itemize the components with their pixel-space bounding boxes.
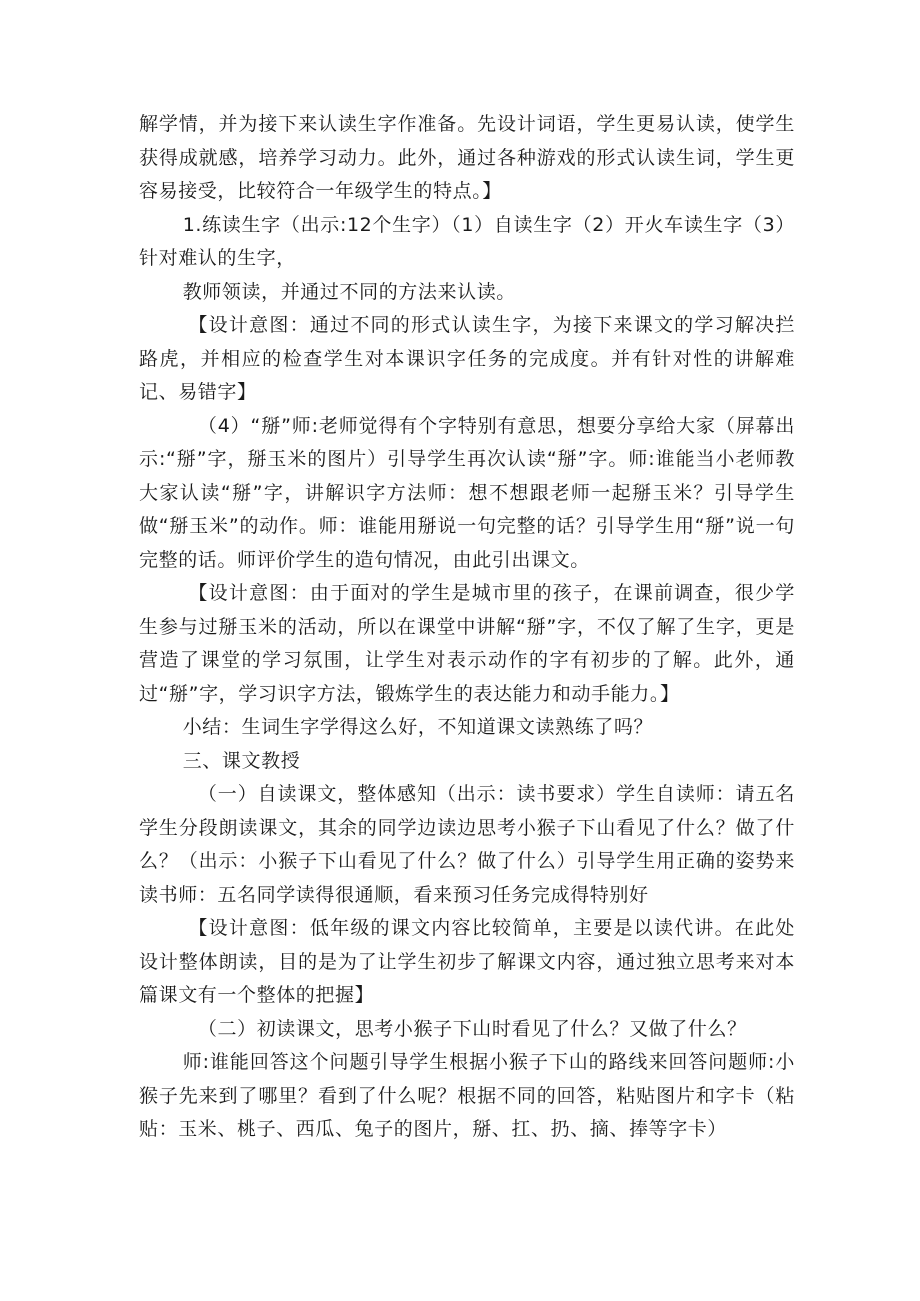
document-body xyxy=(139,108,795,1147)
paragraph-self-reading: （一）自读课文，整体感知（出示：读书要求）学生自读师：请五名学生分段朗读课文，其余的同学边读边思考小猴子下山看见了什么？做了什么？（出示：小猴子下山看见了什么？做了什么）引导学生用正确的姿势来读书师：五名同学读得很通顺，看来预习任务完成得特别好 xyxy=(139,783,795,906)
paragraph-design-intent-1: 【设计意图：通过不同的形式认读生字，为接下来课文的学习解决拦路虎，并相应的检查学生对本课识字任务的完成度。并有针对性的讲解难记、易错字】 xyxy=(139,314,795,403)
paragraph-teacher-lead: 教师领读，并通过不同的方法来认读。 xyxy=(182,280,516,303)
paragraph-design-intent-3: 【设计意图：低年级的课文内容比较简单，主要是以读代讲。在此处设计整体朗读，目的是为了让学生初步了解课文内容，通过独立思考来对本篇课文有一个整体的把握】 xyxy=(139,917,795,1006)
paragraph-design-intent-continued: 解学情，并为接下来认读生字作准备。先设计词语，学生更易认读，使学生获得成就感，培养学习动力。此外，通过各种游戏的形式认读生词，学生更容易接受，比较符合一年级学生的特点。】 xyxy=(139,113,795,202)
paragraph-teacher-question: 师:谁能回答这个问题引导学生根据小猴子下山的路线来回答问题师:小猴子先来到了哪里？看到了什么呢？根据不同的回答，粘贴图片和字卡（粘贴：玉米、桃子、西瓜、兔子的图片，掰、扛、扔、摘、捧等字卡） xyxy=(139,1051,795,1140)
paragraph-practice-reading: 1.练读生字（出示:12个生字）（1）自读生字（2）开火车读生字（3）针对难认的生字， xyxy=(139,213,795,269)
paragraph-bai-character: （4）“掰”师:老师觉得有个字特别有意思，想要分享给大家（屏幕出示:“掰”字，掰玉米的图片）引导学生再次认读“掰”字。师:谁能当小老师教大家认读“掰”字，讲解识字方法师：想不想跟老师一起掰玉米？引导学生做“掰玉米”的动作。师：谁能用掰说一句完整的话？引导学生用“掰”说一句完整的话。师评价学生的造句情况，由此引出课文。 xyxy=(139,414,795,571)
paragraph-summary: 小结：生词生字学得这么好，不知道课文读熟练了吗？ xyxy=(182,716,654,738)
section-heading-text-teaching: 三、课文教授 xyxy=(182,749,301,772)
paragraph-design-intent-2: 【设计意图：由于面对的学生是城市里的孩子，在课前调查，很少学生参与过掰玉米的活动，所以在课堂中讲解“掰”字，不仅了解了生字，更是营造了课堂的学习氛围，让学生对表示动作的字有初步的了解。此外，通过“掰”字，学习识字方法，锻炼学生的表达能力和动手能力。】 xyxy=(139,582,795,705)
paragraph-first-reading: （二）初读课文，思考小猴子下山时看见了什么？又做了什么？ xyxy=(197,1017,747,1040)
